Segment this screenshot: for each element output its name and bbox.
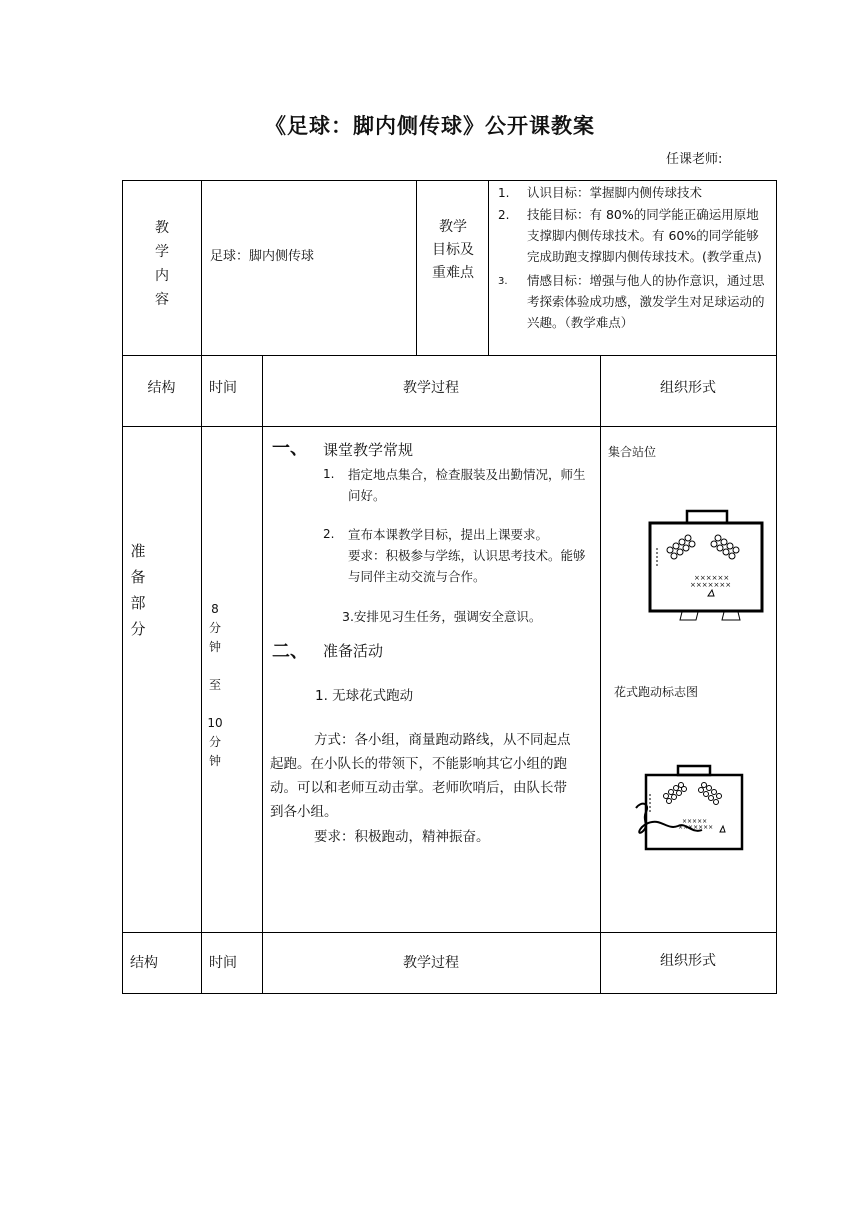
header-process: 教学过程 xyxy=(403,380,459,396)
goal-number: 3. xyxy=(498,276,508,287)
org-label-running: 花式跑动标志图 xyxy=(614,685,699,699)
svg-text:×××××××: ××××××× xyxy=(690,581,732,589)
goal-number: 2. xyxy=(498,208,510,222)
table-divider xyxy=(122,426,777,427)
table-divider xyxy=(201,180,202,994)
content-value: 足球：脚内侧传球 xyxy=(210,249,315,264)
table-border-left xyxy=(122,180,123,994)
part2-sub: 1. 无球花式跑动 xyxy=(315,688,414,704)
part1-marker: 一、 xyxy=(272,438,308,459)
org-label-assembly: 集合站位 xyxy=(608,445,657,459)
footer-time: 时间 xyxy=(209,955,237,971)
assembly-diagram xyxy=(642,508,772,628)
table-divider xyxy=(122,932,777,933)
part2-heading: 准备活动 xyxy=(323,642,384,660)
header-organization: 组织形式 xyxy=(660,380,716,396)
footer-structure: 结构 xyxy=(130,955,158,971)
page-title: 《足球：脚内侧传球》公开课教案 xyxy=(265,114,595,138)
table-divider xyxy=(262,355,263,994)
header-structure: 结构 xyxy=(147,380,176,396)
table-border-bottom xyxy=(122,993,777,994)
table-divider xyxy=(488,180,489,355)
svg-text:××××××: ×××××× xyxy=(694,574,730,582)
goal-item: 情感目标：增强与他人的协作意识，通过思 考探索体验成功感，激发学生对足球运动的 兴趣。（教学难点） xyxy=(527,273,765,330)
svg-text:×××××: ××××× xyxy=(682,818,708,825)
goal-number: 1. xyxy=(498,186,510,200)
item-number: 2. xyxy=(323,527,335,541)
item-number: 1. xyxy=(323,467,335,481)
goals-header: 教学 目标及 重难点 xyxy=(432,219,474,281)
teacher-label: 任课老师: xyxy=(666,152,723,167)
table-divider xyxy=(416,180,417,355)
table-divider xyxy=(600,355,601,994)
header-time: 时间 xyxy=(209,380,237,396)
part1-item3: 3.安排见习生任务，强调安全意识。 xyxy=(342,609,542,624)
running-route-diagram xyxy=(632,764,762,854)
svg-text:×××××××: ××××××× xyxy=(678,824,714,831)
part2-requirement: 要求：积极跑动，精神振奋。 xyxy=(314,829,490,845)
goal-item: 认识目标：掌握脚内侧传球技术 xyxy=(527,185,703,200)
footer-process: 教学过程 xyxy=(403,955,459,971)
goal-item: 技能目标：有 80%的同学能正确运用原地 支撑脚内侧传球技术。有 60%的同学能够 完成助跑支撑脚内侧传球技术。(教学重点) xyxy=(527,207,762,264)
part1-item1: 指定地点集合，检查服装及出勤情况，师生 问好。 xyxy=(348,467,586,503)
table-border-right xyxy=(776,180,777,994)
part2-method: 方式：各小组，商量跑动路线，从不同起点 起跑。在小队长的带领下，不能影响其它小组的跑 动。可以和老师互动击掌。老师吹哨后，由队长带 到各小组。 xyxy=(270,732,571,820)
lesson-plan-table xyxy=(122,180,777,994)
part1-heading: 课堂教学常规 xyxy=(323,441,414,459)
footer-organization: 组织形式 xyxy=(660,953,716,969)
part1-item2: 宣布本课教学目标，提出上课要求。 要求：积极参与学练，认识思考技术。能够 与同伴主动交流与合作。 xyxy=(348,527,586,584)
part2-marker: 二、 xyxy=(272,641,308,662)
table-border-top xyxy=(122,180,777,181)
section-time: 8 分 钟 至 10 分 钟 xyxy=(207,602,223,768)
section-name: 准 备 部 分 xyxy=(130,542,146,638)
content-header: 教 学 内 容 xyxy=(155,220,169,308)
table-divider xyxy=(122,355,777,356)
